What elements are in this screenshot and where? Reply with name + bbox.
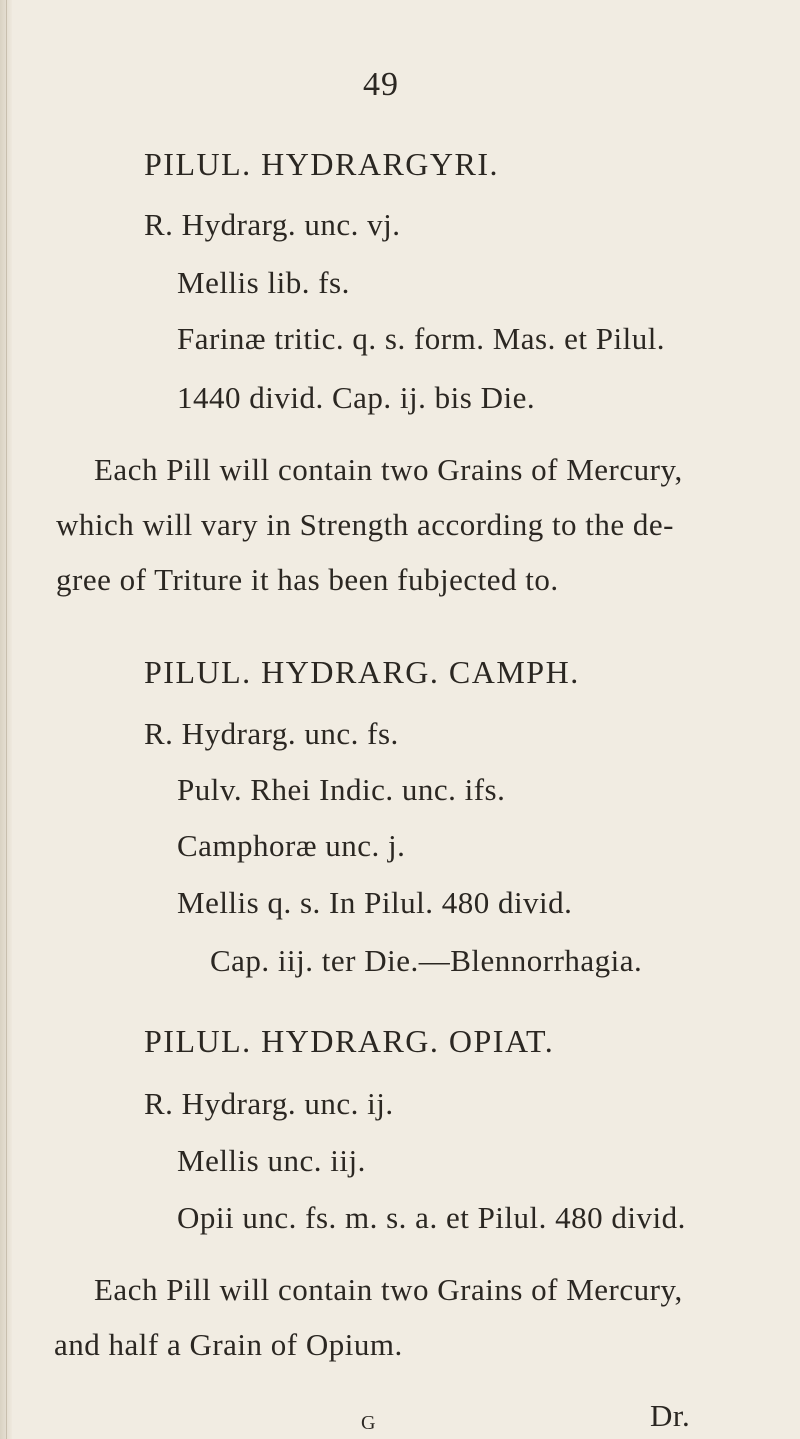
note-line: and half a Grain of Opium. xyxy=(54,1327,403,1362)
recipe-line: Camphoræ unc. j. xyxy=(177,828,406,863)
page-number: 49 xyxy=(363,66,399,103)
section-title: PILUL. HYDRARGYRI. xyxy=(144,146,499,182)
note-line: Each Pill will contain two Grains of Mercury, xyxy=(94,452,683,487)
note-line: gree of Triture it has been fubjected to. xyxy=(56,562,559,597)
section-title: PILUL. HYDRARG. OPIAT. xyxy=(144,1023,555,1059)
section-title: PILUL. HYDRARG. CAMPH. xyxy=(144,654,580,690)
note-line: which will vary in Strength according to the de- xyxy=(56,507,675,542)
recipe-line: R. Hydrarg. unc. vj. xyxy=(144,207,401,242)
recipe-line: R. Hydrarg. unc. fs. xyxy=(144,716,399,751)
binding-edge-line xyxy=(6,0,7,1439)
recipe-line: Mellis q. s. In Pilul. 480 divid. xyxy=(177,885,573,920)
recipe-line: Cap. iij. ter Die.—Blennorrhagia. xyxy=(210,943,643,978)
recipe-line: R. Hydrarg. unc. ij. xyxy=(144,1086,394,1121)
catchword: Dr. xyxy=(650,1398,691,1433)
note-line: Each Pill will contain two Grains of Mercury, xyxy=(94,1272,683,1307)
printer-signature: G xyxy=(361,1412,376,1434)
recipe-line: Mellis unc. iij. xyxy=(177,1143,366,1178)
recipe-line: Pulv. Rhei Indic. unc. ifs. xyxy=(177,772,506,807)
recipe-line: Farinæ tritic. q. s. form. Mas. et Pilul. xyxy=(177,321,666,356)
recipe-line: Opii unc. fs. m. s. a. et Pilul. 480 divid. xyxy=(177,1200,686,1235)
recipe-line: Mellis lib. fs. xyxy=(177,265,350,300)
recipe-line: 1440 divid. Cap. ij. bis Die. xyxy=(177,380,536,415)
